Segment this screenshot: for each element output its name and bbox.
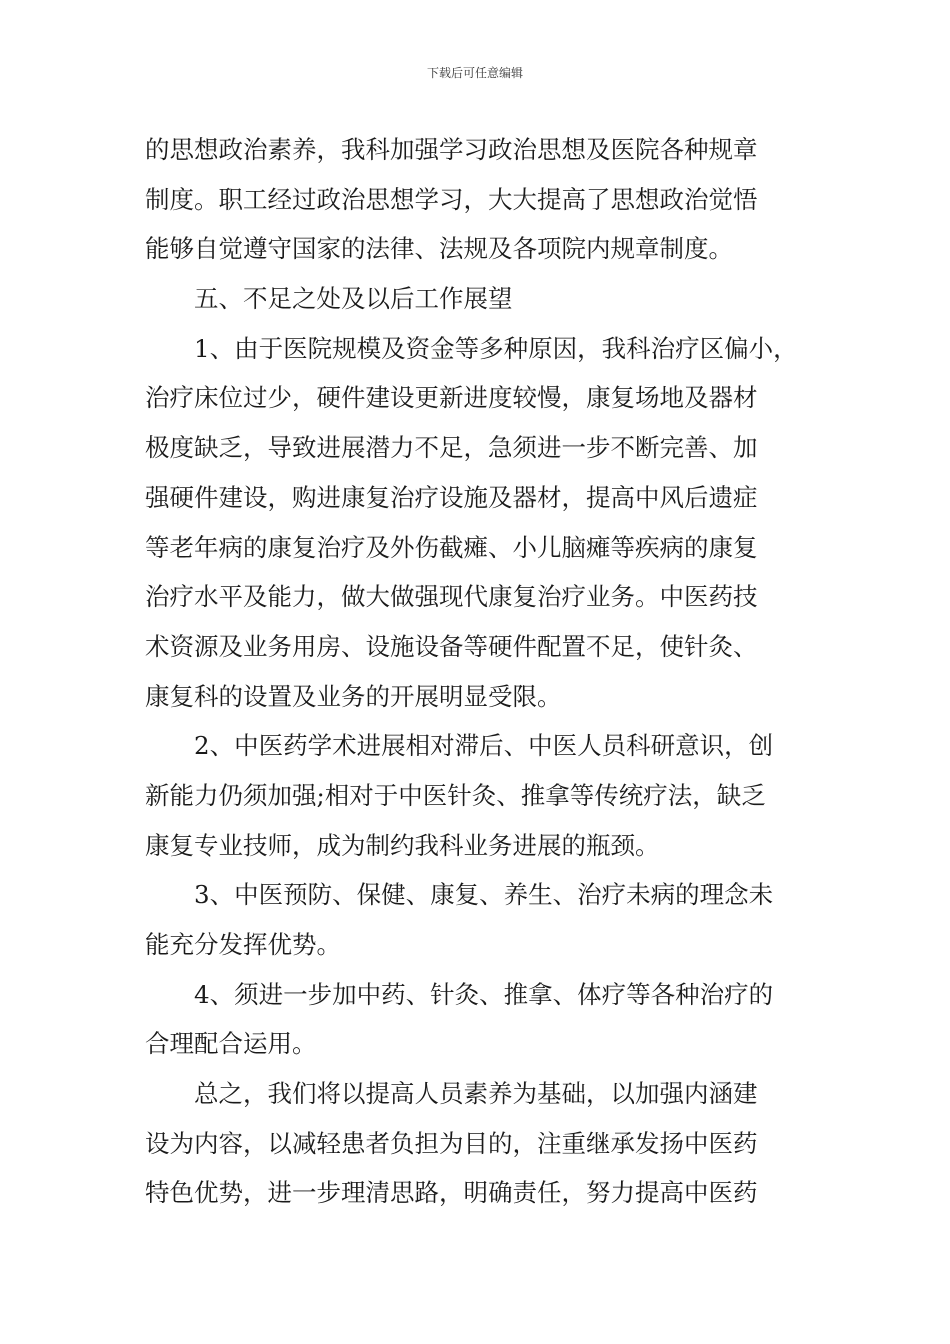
text-line: 治疗水平及能力，做大做强现代康复治疗业务。中医药技 bbox=[145, 582, 758, 612]
text-line: 4、须进一步加中药、针灸、推拿、体疗等各种治疗的 bbox=[194, 979, 774, 1009]
text-line: 康复专业技师，成为制约我科业务进展的瓶颈。 bbox=[145, 830, 660, 860]
text-line: 制度。职工经过政治思想学习，大大提高了思想政治觉悟 bbox=[145, 184, 758, 214]
page-header: 下载后可任意编辑 bbox=[426, 66, 523, 80]
document-body bbox=[145, 125, 815, 1218]
text-line: 术资源及业务用房、设施设备等硬件配置不足，使针灸、 bbox=[145, 631, 758, 661]
text-line: 能充分发挥优势。 bbox=[145, 930, 341, 959]
text-line: 1、由于医院规模及资金等多种原因，我科治疗区偏小， bbox=[194, 333, 798, 363]
text-line: 康复科的设置及业务的开展明显受限。 bbox=[145, 681, 562, 711]
text-line: 2、中医药学术进展相对滞后、中医人员科研意识，创 bbox=[194, 731, 774, 761]
text-line: 合理配合运用。 bbox=[145, 1029, 317, 1059]
text-line: 总之，我们将以提高人员素养为基础，以加强内涵建 bbox=[194, 1079, 758, 1109]
text-line: 等老年病的康复治疗及外伤截瘫、小儿脑瘫等疾病的康复 bbox=[145, 532, 758, 562]
text-line: 的思想政治素养，我科加强学习政治思想及医院各种规章 bbox=[145, 135, 758, 164]
text-line: 极度缺乏，导致进展潜力不足，急须进一步不断完善、加 bbox=[145, 433, 758, 463]
text-line: 治疗床位过少，硬件建设更新进度较慢，康复场地及器材 bbox=[145, 383, 758, 413]
text-line: 能够自觉遵守国家的法律、法规及各项院内规章制度。 bbox=[145, 234, 733, 264]
text-line: 特色优势，进一步理清思路，明确责任，努力提高中医药 bbox=[145, 1178, 758, 1208]
section-heading: 五、不足之处及以后工作展望 bbox=[194, 284, 513, 314]
text-line: 强硬件建设，购进康复治疗设施及器材，提高中风后遗症 bbox=[145, 482, 758, 512]
text-line: 设为内容，以减轻患者负担为目的，注重继承发扬中医药 bbox=[145, 1128, 758, 1158]
text-line: 3、中医预防、保健、康复、养生、治疗未病的理念未 bbox=[194, 880, 774, 910]
text-line: 新能力仍须加强;相对于中医针灸、推拿等传统疗法，缺乏 bbox=[145, 780, 766, 810]
